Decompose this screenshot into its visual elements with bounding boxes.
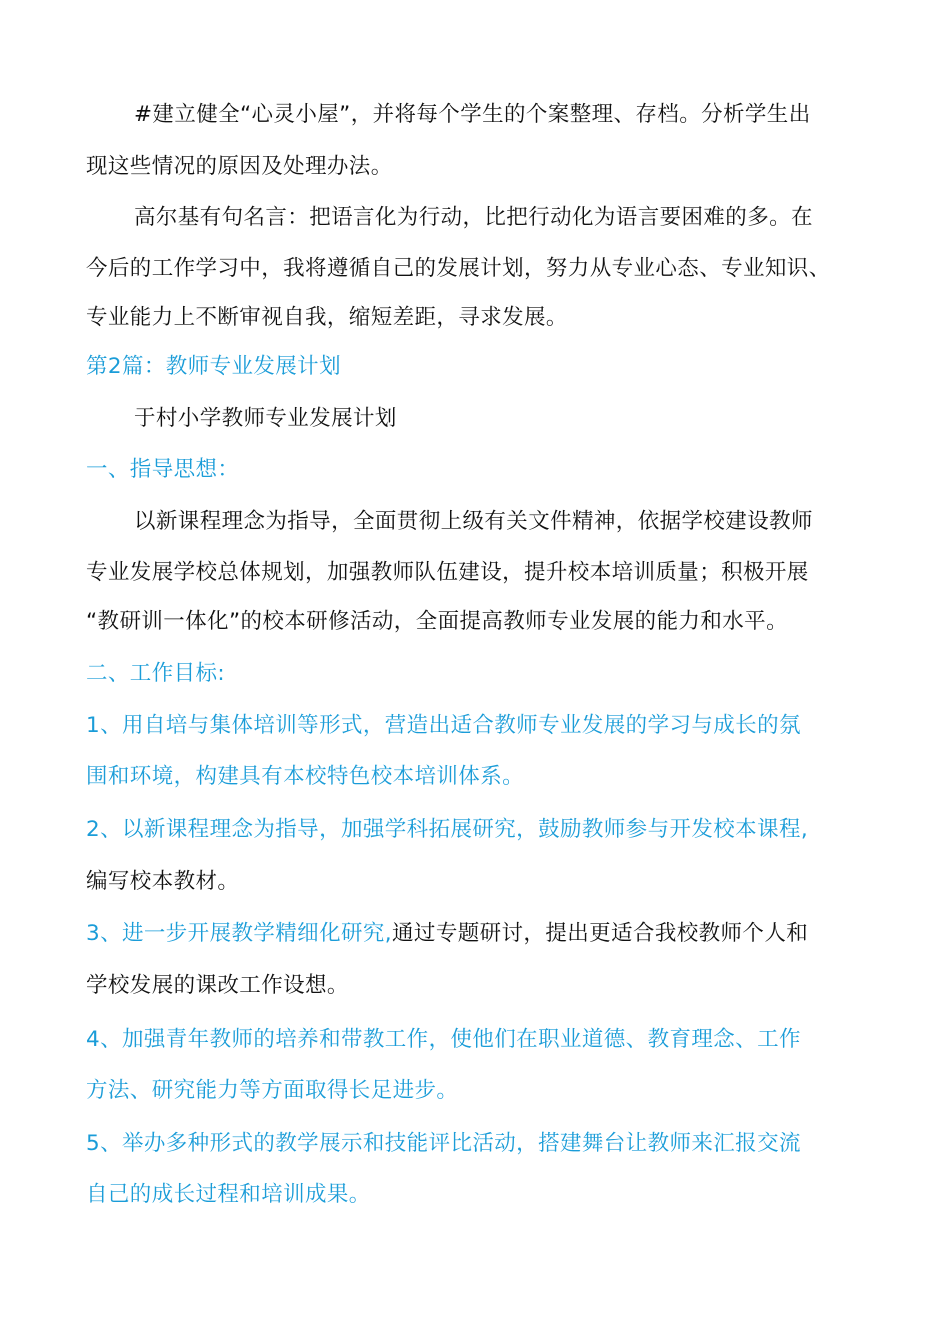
section2-heading: 二、工作目标: (86, 661, 226, 686)
section1-line1: 以新课程理念为指导，全面贯彻上级有关文件精神，依据学校建设教师 (134, 509, 813, 534)
section1-line2: 专业发展学校总体规划，加强教师队伍建设，提升校本培训质量；积极开展 (86, 560, 809, 585)
article2-heading: 第2篇：教师专业发展计划 (86, 354, 341, 379)
goal3-line2: 学校发展的课改工作设想。 (86, 973, 349, 998)
goal4-line2: 方法、研究能力等方面取得长足进步。 (86, 1078, 459, 1103)
paragraph1-line2: 现这些情况的原因及处理办法。 (86, 154, 393, 179)
goal2-line1: 2、以新课程理念为指导，加强学科拓展研究，鼓励教师参与开发校本课程, (86, 817, 809, 842)
paragraph2-line2: 今后的工作学习中，我将遵循自己的发展计划，努力从专业心态、专业知识、 (86, 256, 831, 281)
paragraph2-line1: 高尔基有句名言：把语言化为行动，比把行动化为语言要困难的多。在 (134, 205, 813, 230)
goal1-line2: 围和环境，构建具有本校特色校本培训体系。 (86, 764, 525, 789)
section1-heading: 一、指导思想： (86, 457, 240, 482)
paragraph2-line3: 专业能力上不断审视自我，缩短差距，寻求发展。 (86, 305, 568, 330)
goal1-line1: 1、用自培与集体培训等形式，营造出适合教师专业发展的学习与成长的氛 (86, 713, 801, 738)
goal4-line1: 4、加强青年教师的培养和带教工作，使他们在职业道德、教育理念、工作 (86, 1027, 801, 1052)
goal5-line1: 5、举办多种形式的教学展示和技能评比活动，搭建舞台让教师来汇报交流 (86, 1131, 801, 1156)
goal3-rest-text: 通过专题研讨，提出更适合我校教师个人和 (392, 921, 809, 946)
section1-line3: “教研训一体化”的校本研修活动，全面提高教师专业发展的能力和水平。 (86, 609, 788, 634)
goal3-line1 (86, 919, 808, 949)
paragraph1-line1: #建立健全“心灵小屋”，并将每个学生的个案整理、存档。分析学生出 (134, 102, 811, 127)
goal3-lead-text: 3、进一步开展教学精细化研究, (86, 921, 393, 946)
article2-title: 于村小学教师专业发展计划 (134, 406, 397, 431)
goal5-line2: 自己的成长过程和培训成果。 (86, 1182, 371, 1207)
goal2-line2: 编写校本教材。 (86, 869, 240, 894)
